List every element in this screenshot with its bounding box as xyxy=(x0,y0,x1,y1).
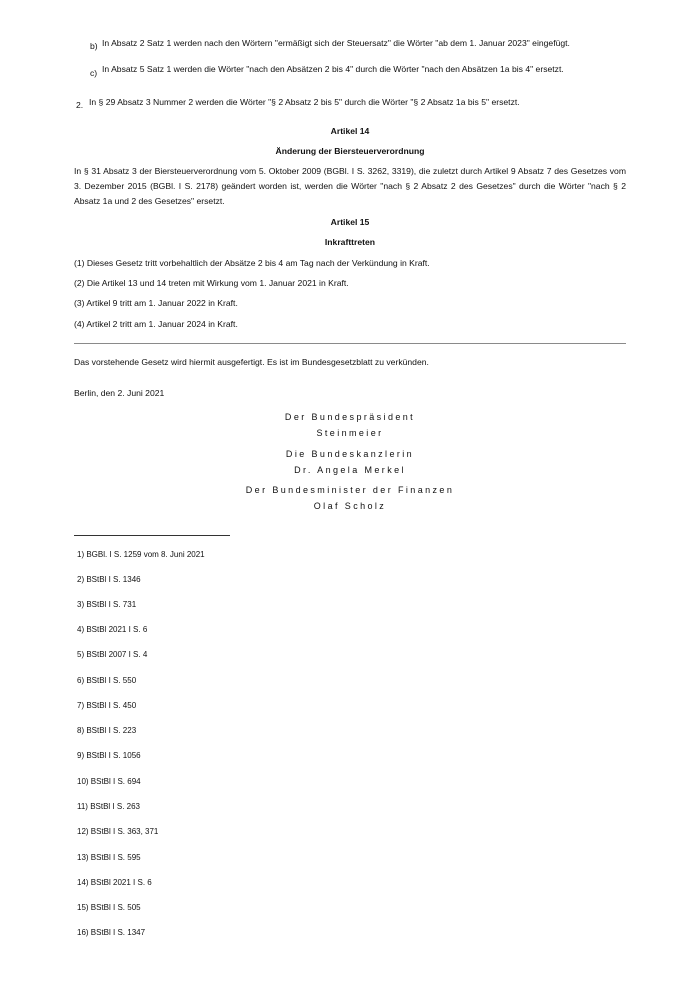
place-date: Berlin, den 2. Juni 2021 xyxy=(74,388,165,398)
footnote: 2) BStBl I S. 1346 xyxy=(77,575,141,584)
amendment-c-text: In Absatz 5 Satz 1 werden die Wörter "nach den Absätzen 2 bis 4" durch die Wörter "nach den Absätzen 1a bis 4" ersetzt. xyxy=(102,64,564,74)
section-divider xyxy=(74,343,626,344)
signature-role-finance-minister: Der Bundesminister der Finanzen xyxy=(245,485,455,495)
list-marker-b: b) xyxy=(90,41,98,51)
signature-role-president: Der Bundespräsident xyxy=(284,412,416,422)
footnote: 1) BGBl. I S. 1259 vom 8. Juni 2021 xyxy=(77,550,205,559)
artikel-15-heading: Artikel 15 xyxy=(330,217,370,227)
list-marker-c: c) xyxy=(90,68,98,78)
footnote: 16) BStBl I S. 1347 xyxy=(77,928,146,937)
footnote: 3) BStBl I S. 731 xyxy=(77,600,137,609)
footnote: 8) BStBl I S. 223 xyxy=(77,726,137,735)
closing-statement: Das vorstehende Gesetz wird hiermit ausgefertigt. Es ist im Bundesgesetzblatt zu verkünden. xyxy=(74,357,429,367)
artikel-15-title: Inkrafttreten xyxy=(324,237,376,247)
footnote: 15) BStBl I S. 505 xyxy=(77,903,141,912)
artikel-14-text: In § 31 Absatz 3 der Biersteuerverordnung vom 5. Oktober 2009 (BGBl. I S. 3262, 3319), die zuletzt durch Artikel 9 Absatz 7 des Gesetzes vom 3. Dezember 2015 (BGBl. I S. 2178) geändert worden ist, werden die Wörter "nach § 2 Absatz 2 des Gesetzes" durch die Wörter "nach § 2 Absatz 1a und 2 des Gesetzes" ersetzt. xyxy=(74,166,626,206)
footnote: 10) BStBl I S. 694 xyxy=(77,777,141,786)
signature-role-chancellor: Die Bundeskanzlerin xyxy=(285,449,415,459)
footnote: 5) BStBl 2007 I S. 4 xyxy=(77,650,148,659)
footnote: 13) BStBl I S. 595 xyxy=(77,853,141,862)
footnote-divider xyxy=(74,535,230,536)
artikel-14-title: Änderung der Biersteuerverordnung xyxy=(275,146,425,156)
signature-name-president: Steinmeier xyxy=(316,428,384,438)
artikel-15-paragraph-3: (3) Artikel 9 tritt am 1. Januar 2022 in Kraft. xyxy=(74,298,238,308)
list-marker-2: 2. xyxy=(76,100,84,110)
artikel-15-paragraph-2: (2) Die Artikel 13 und 14 treten mit Wirkung vom 1. Januar 2021 in Kraft. xyxy=(74,278,349,288)
signature-name-finance-minister: Olaf Scholz xyxy=(313,501,387,511)
artikel-15-paragraph-4: (4) Artikel 2 tritt am 1. Januar 2024 in Kraft. xyxy=(74,319,238,329)
artikel-14-heading: Artikel 14 xyxy=(330,126,370,136)
footnote: 7) BStBl I S. 450 xyxy=(77,701,137,710)
footnote: 4) BStBl 2021 I S. 6 xyxy=(77,625,148,634)
amendment-2-text: In § 29 Absatz 3 Nummer 2 werden die Wörter "§ 2 Absatz 2 bis 5" durch die Wörter "§ 2 Absatz 1a bis 5" ersetzt. xyxy=(89,97,520,107)
footnote: 14) BStBl 2021 I S. 6 xyxy=(77,878,152,887)
amendment-b-text: In Absatz 2 Satz 1 werden nach den Wörtern "ermäßigt sich der Steuersatz" die Wörter "ab dem 1. Januar 2023" eingefügt. xyxy=(102,38,570,48)
footnote: 11) BStBl I S. 263 xyxy=(77,802,140,811)
artikel-15-paragraph-1: (1) Dieses Gesetz tritt vorbehaltlich der Absätze 2 bis 4 am Tag nach der Verkündung in Kraft. xyxy=(74,258,430,268)
signature-name-chancellor: Dr. Angela Merkel xyxy=(294,465,406,475)
footnote: 9) BStBl I S. 1056 xyxy=(77,751,141,760)
footnote: 12) BStBl I S. 363, 371 xyxy=(77,827,159,836)
footnote: 6) BStBl I S. 550 xyxy=(77,676,137,685)
